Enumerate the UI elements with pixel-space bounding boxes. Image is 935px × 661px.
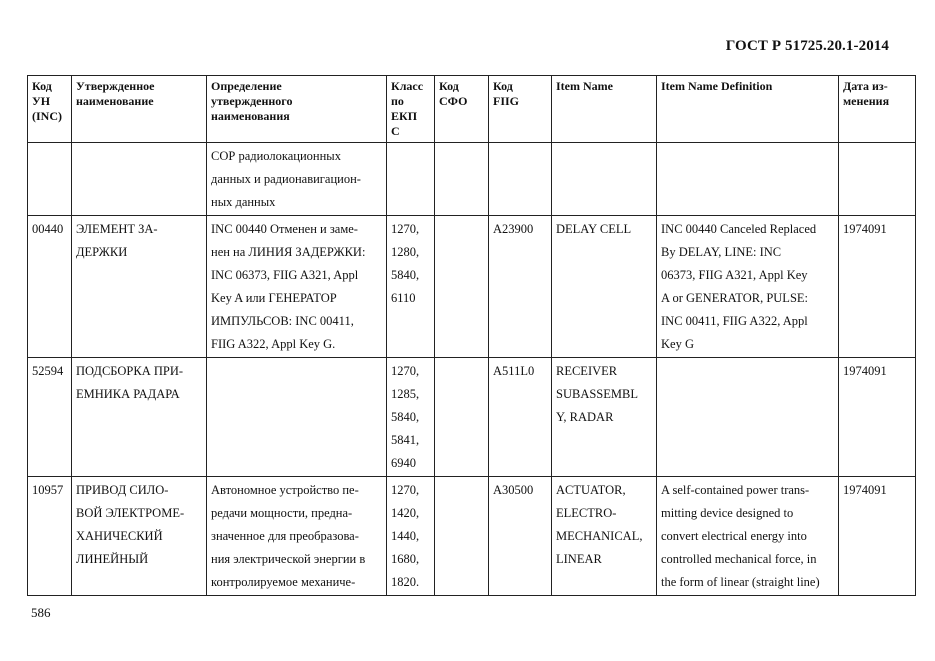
cell-item-name: RECEIVER SUBASSEMBL Y, RADAR: [552, 358, 657, 477]
cell-item-definition: INC 00440 Canceled Replaced By DELAY, LINE: INC 06373, FIIG A321, Appl Key A or GENERATOR, PULSE: INC 00411, FIIG A322, Appl Key G: [657, 216, 839, 358]
cell-item-definition: A self-contained power trans- mitting device designed to convert electrical energy into controlled mechanical force, in the form of linear (straight line): [657, 477, 839, 596]
cell-inc: 00440: [28, 216, 72, 358]
col-header-change-date: Дата из- менения: [839, 76, 916, 143]
cell-change-date: 1974091: [839, 216, 916, 358]
col-header-item-name: Item Name: [552, 76, 657, 143]
cell-approved-name: ПОДСБОРКА ПРИ- ЕМНИКА РАДАРА: [72, 358, 207, 477]
cell-item-name: [552, 143, 657, 216]
cell-class: [387, 143, 435, 216]
cell-item-name: DELAY CELL: [552, 216, 657, 358]
col-header-item-definition: Item Name Definition: [657, 76, 839, 143]
cell-change-date: [839, 143, 916, 216]
table-row: [28, 216, 916, 358]
cell-approved-name: ЭЛЕМЕНТ ЗА- ДЕРЖКИ: [72, 216, 207, 358]
cell-inc: 10957: [28, 477, 72, 596]
cell-fiig: A23900: [489, 216, 552, 358]
cell-fiig: A511L0: [489, 358, 552, 477]
cell-change-date: 1974091: [839, 477, 916, 596]
document-header: ГОСТ Р 51725.20.1-2014: [725, 38, 889, 54]
cell-item-definition: [657, 143, 839, 216]
cell-sfo: [435, 477, 489, 596]
table-row: [28, 358, 916, 477]
col-header-fiig: Код FIIG: [489, 76, 552, 143]
cell-item-name: ACTUATOR, ELECTRO- MECHANICAL, LINEAR: [552, 477, 657, 596]
col-header-definition: Определение утвержденного наименования: [207, 76, 387, 143]
col-header-inc: Код УН (INC): [28, 76, 72, 143]
col-header-approved-name: Утвержденное наименование: [72, 76, 207, 143]
cell-approved-name: [72, 143, 207, 216]
cell-inc: 52594: [28, 358, 72, 477]
col-header-sfo: Код СФО: [435, 76, 489, 143]
cell-class: 1270, 1420, 1440, 1680, 1820.: [387, 477, 435, 596]
cell-definition: INC 00440 Отменен и заме- нен на ЛИНИЯ ЗАДЕРЖКИ: INC 06373, FIIG A321, Appl Key A или ГЕНЕРАТОР ИМПУЛЬСОВ: INC 00411, FIIG A322, Appl Key G.: [207, 216, 387, 358]
cell-definition: СОР радиолокационных данных и радионавигацион- ных данных: [207, 143, 387, 216]
cell-inc: [28, 143, 72, 216]
page-number: 586: [31, 605, 51, 620]
cell-definition: [207, 358, 387, 477]
cell-class: 1270, 1280, 5840, 6110: [387, 216, 435, 358]
cell-approved-name: ПРИВОД СИЛО- ВОЙ ЭЛЕКТРОМЕ- ХАНИЧЕСКИЙ ЛИНЕЙНЫЙ: [72, 477, 207, 596]
cell-change-date: 1974091: [839, 358, 916, 477]
cell-sfo: [435, 216, 489, 358]
table-row: [28, 143, 916, 216]
cell-fiig: A30500: [489, 477, 552, 596]
cell-item-definition: [657, 358, 839, 477]
cell-fiig: [489, 143, 552, 216]
cell-sfo: [435, 358, 489, 477]
cell-definition: Автономное устройство пе- редачи мощности, предна- значенное для преобразова- ния электрической энергии в контролируемое механиче-: [207, 477, 387, 596]
col-header-class: Класс по ЕКП С: [387, 76, 435, 143]
cell-class: 1270, 1285, 5840, 5841, 6940: [387, 358, 435, 477]
table-header-row: [28, 76, 916, 143]
catalog-table: [27, 75, 916, 596]
cell-sfo: [435, 143, 489, 216]
table-row: [28, 477, 916, 596]
